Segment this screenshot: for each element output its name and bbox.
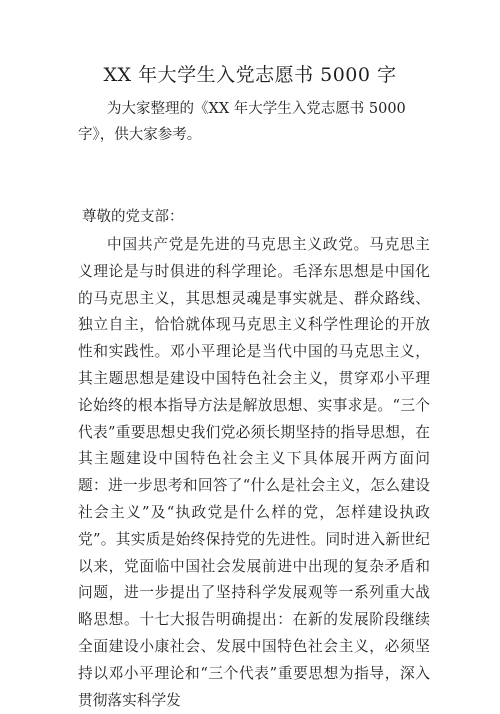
salutation: 尊敬的党支部： <box>82 209 184 225</box>
document-title: XX 年大学生入党志愿书 5000 字 <box>103 64 397 86</box>
body-paragraph: 中国共产党是先进的马克思主义政党。马克思主义理论是与时俱进的科学理论。毛泽东思想是中国化的马克思主义，其思想灵魂是事实就是、群众路线、独立自主，恰恰就体现马克思主义科学性理论的开放性和实践性。邓小平理论是当代中国的马克思主义，其主题思想是建设中国特色社会主义，贯穿邓小平理论始终的根本指导方法是解放思想、实事求是。“三个代表”重要思想史我们党必须长期坚持的指导思想，在其主题建设中国特色社会主义下具体展开两方面问题：进一步思考和回答了“什么是社会主义，怎么建设社会主义”及“执政党是什么样的党，怎样建设执政党”。其实质是始终保持党的先进性。同时进入新世纪以来，党面临中国社会发展前进中出现的复杂矛盾和问题，进一步提出了坚持科学发展观等一系列重大战略思想。十七大报告明确提出：在新的发展阶段继续全面建设小康社会、发展中国特色社会主义，必须坚持以邓小平理论和“三个代表”重要思想为指导，深入贯彻落实科学发 <box>78 236 430 709</box>
intro-paragraph: 为大家整理的《XX 年大学生入党志愿书 5000 字》，供大家参考。 <box>78 101 406 143</box>
